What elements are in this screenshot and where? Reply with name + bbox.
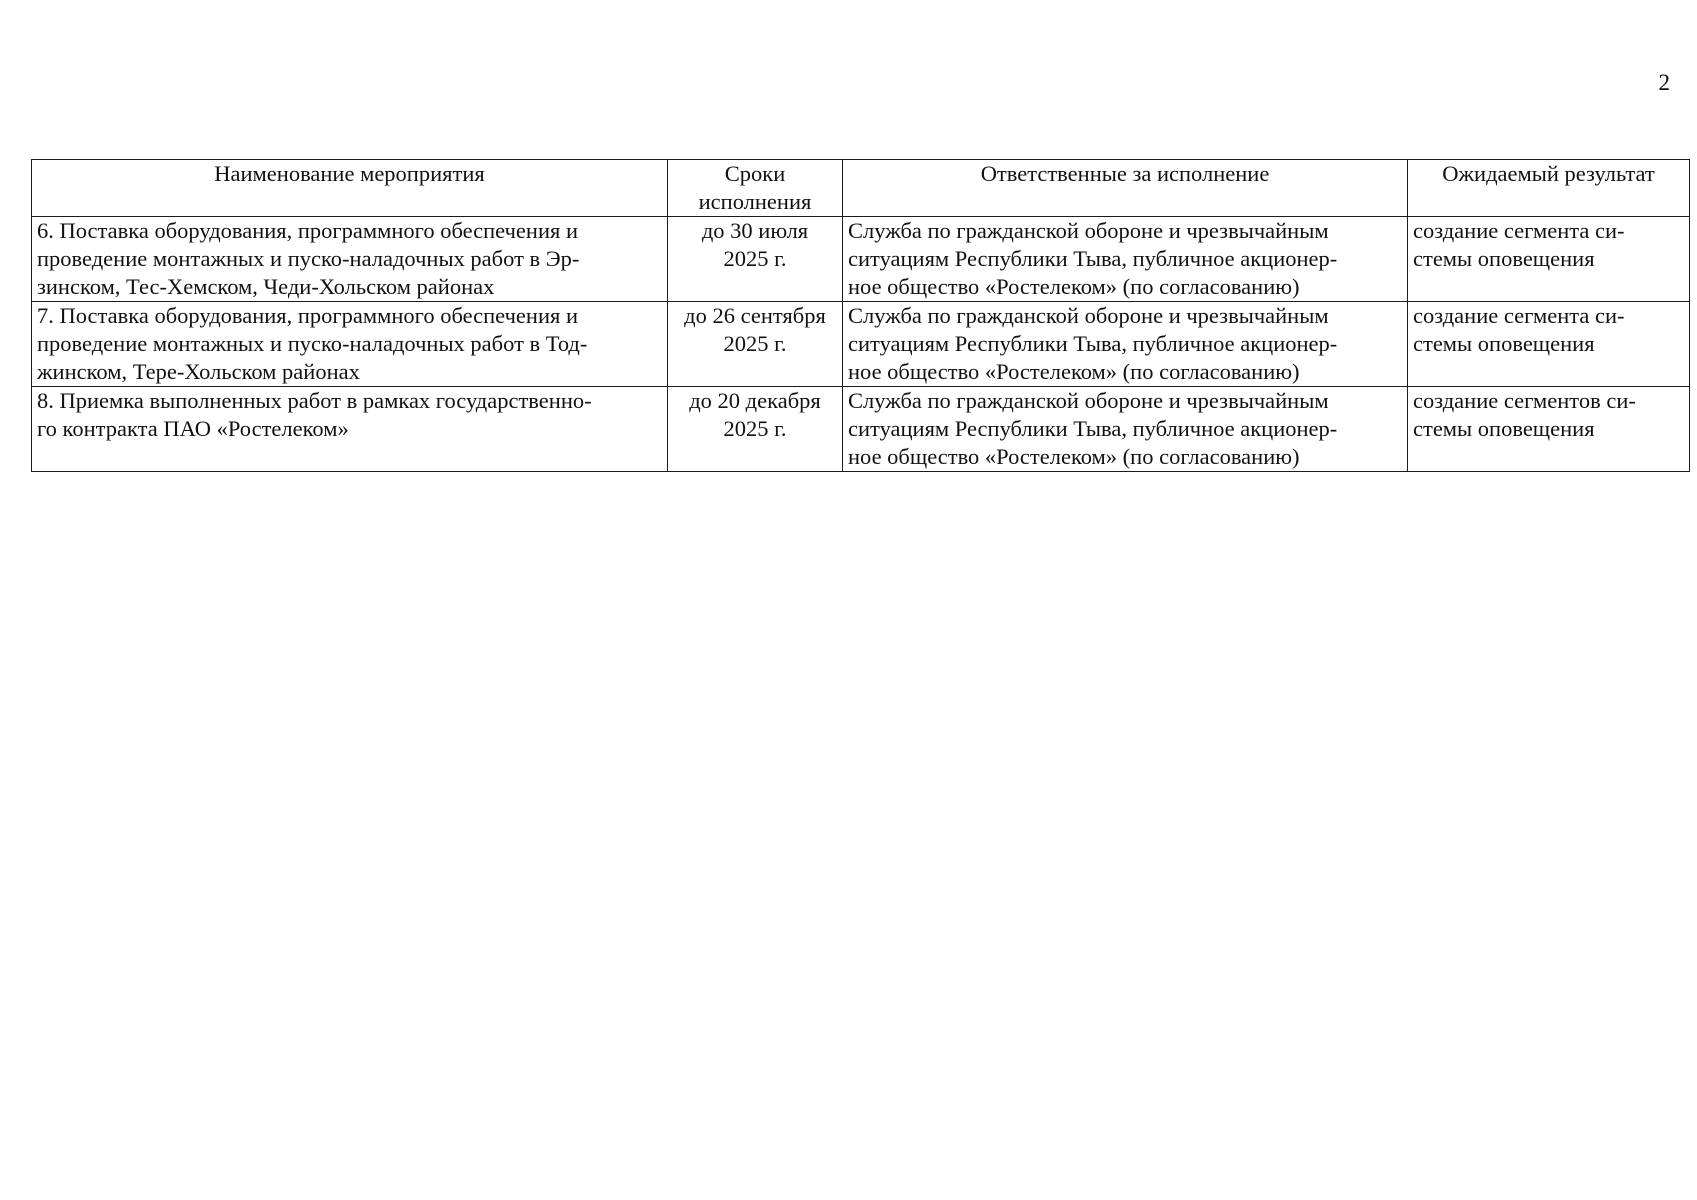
text-line: ситуациям Республики Тыва, публичное акционер- [848, 331, 1338, 356]
header-deadline [668, 160, 843, 217]
text-line: ситуациям Республики Тыва, публичное акционер- [848, 246, 1338, 271]
text-line: до 26 сентября [684, 303, 826, 328]
header-event-name [32, 160, 668, 217]
cell-event-name [32, 302, 668, 387]
header-deadline-line: Сроки [724, 161, 786, 186]
header-event-name-text: Наименование мероприятия [214, 161, 485, 186]
text-line: создание сегмента си- [1413, 218, 1625, 243]
cell-responsible [843, 217, 1408, 302]
table-header-row [32, 160, 1690, 217]
text-line: 8. Приемка выполненных работ в рамках государственно- [37, 388, 592, 413]
text-line: зинском, Тес-Хемском, Чеди-Хольском районах [37, 274, 495, 299]
text-line: ное общество «Ростелеком» (по согласованию) [848, 444, 1300, 469]
header-expected-result [1408, 160, 1690, 217]
text-line: стемы оповещения [1413, 416, 1595, 441]
text-line: 2025 г. [723, 331, 787, 356]
text-line: стемы оповещения [1413, 246, 1595, 271]
header-responsible-text: Ответственные за исполнение [980, 161, 1270, 186]
text-line: до 20 декабря [689, 388, 821, 413]
header-deadline-line: исполнения [698, 189, 812, 214]
events-table [31, 159, 1690, 472]
text-line: го контракта ПАО «Ростелеком» [37, 416, 349, 441]
text-line: проведение монтажных и пуско-наладочных работ в Тод- [37, 331, 588, 356]
header-expected-result-text: Ожидаемый результат [1442, 161, 1655, 186]
text-line: ситуациям Республики Тыва, публичное акционер- [848, 416, 1338, 441]
text-line: 6. Поставка оборудования, программного обеспечения и [37, 218, 579, 243]
cell-expected-result [1408, 387, 1690, 472]
page-number: 2 [1658, 70, 1670, 95]
text-line: стемы оповещения [1413, 331, 1595, 356]
text-line: ное общество «Ростелеком» (по согласованию) [848, 359, 1300, 384]
table-row [32, 302, 1690, 387]
text-line: жинском, Тере-Хольском районах [37, 359, 360, 384]
cell-event-name [32, 387, 668, 472]
text-line: Служба по гражданской обороне и чрезвычайным [848, 218, 1329, 243]
cell-responsible [843, 302, 1408, 387]
text-line: Служба по гражданской обороне и чрезвычайным [848, 303, 1329, 328]
header-responsible [843, 160, 1408, 217]
cell-event-name [32, 217, 668, 302]
text-line: проведение монтажных и пуско-наладочных работ в Эр- [37, 246, 580, 271]
text-line: до 30 июля [701, 218, 809, 243]
text-line: 2025 г. [723, 416, 787, 441]
cell-expected-result [1408, 217, 1690, 302]
text-line: 2025 г. [723, 246, 787, 271]
text-line: Служба по гражданской обороне и чрезвычайным [848, 388, 1329, 413]
table-row [32, 387, 1690, 472]
cell-responsible [843, 387, 1408, 472]
text-line: создание сегментов си- [1413, 388, 1636, 413]
cell-deadline [668, 217, 843, 302]
text-line: 7. Поставка оборудования, программного обеспечения и [37, 303, 579, 328]
cell-expected-result [1408, 302, 1690, 387]
cell-deadline [668, 387, 843, 472]
text-line: создание сегмента си- [1413, 303, 1625, 328]
table-row [32, 217, 1690, 302]
cell-deadline [668, 302, 843, 387]
text-line: ное общество «Ростелеком» (по согласованию) [848, 274, 1300, 299]
